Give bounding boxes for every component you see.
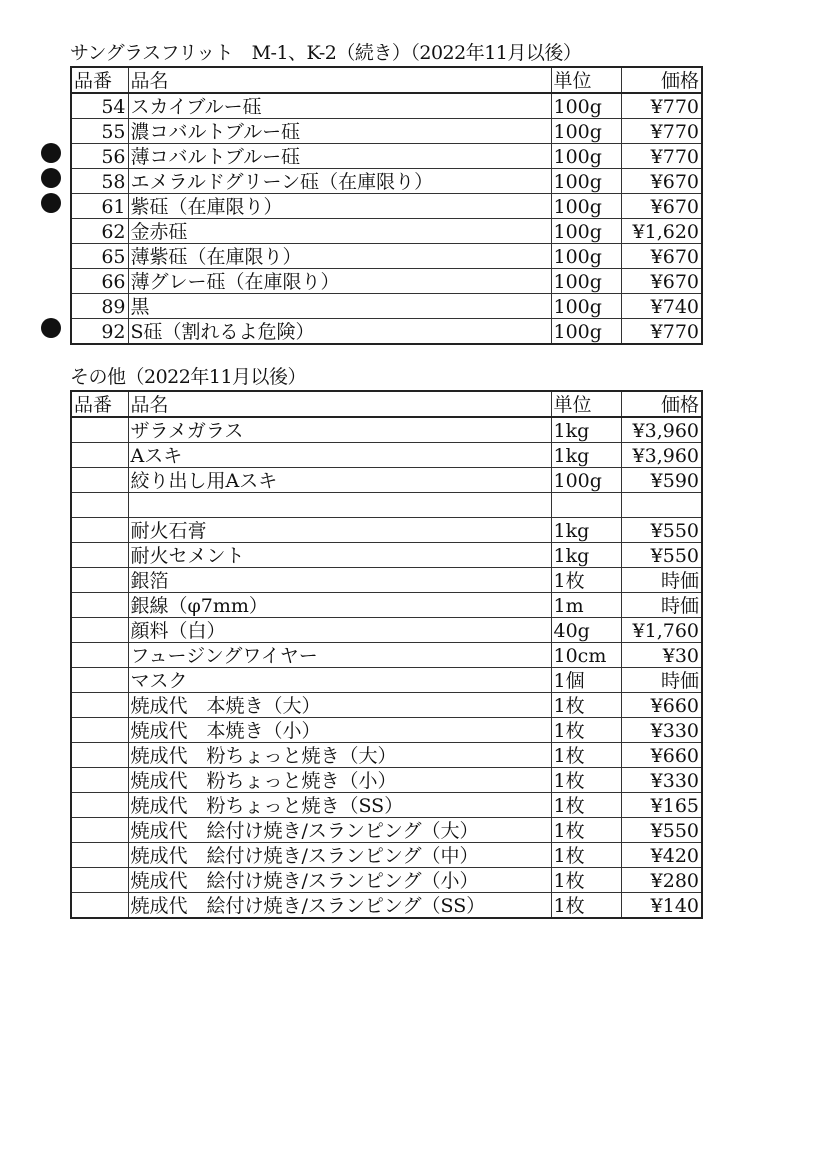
- item-name: 銀線（φ7mm）: [128, 593, 551, 618]
- item-price: ¥140: [621, 893, 702, 919]
- item-code: [71, 543, 128, 568]
- item-code: [71, 417, 128, 443]
- bullet-mark-icon: [41, 318, 61, 338]
- bullet-mark-icon: [41, 168, 61, 188]
- item-name: 耐火石膏: [128, 518, 551, 543]
- item-unit: 1kg: [551, 417, 621, 443]
- item-code: [71, 593, 128, 618]
- item-code: 66: [71, 269, 128, 294]
- item-price: ¥770: [621, 319, 702, 345]
- header-price: 価格: [621, 391, 702, 417]
- table-row: [71, 219, 702, 244]
- item-unit: 1枚: [551, 568, 621, 593]
- item-unit: 100g: [551, 294, 621, 319]
- table-row: [71, 768, 702, 793]
- table-row: [71, 93, 702, 119]
- table-row: [71, 618, 702, 643]
- table-row: [71, 319, 702, 345]
- item-code: [71, 568, 128, 593]
- item-unit: 1kg: [551, 543, 621, 568]
- item-unit: 1枚: [551, 893, 621, 919]
- item-code: [71, 868, 128, 893]
- frit-price-table: [70, 66, 703, 345]
- table-row: [71, 244, 702, 269]
- item-price: ¥420: [621, 843, 702, 868]
- item-name: 薄紫砡（在庫限り）: [128, 244, 551, 269]
- item-name: 絞り出し用Aスキ: [128, 468, 551, 493]
- item-code: 62: [71, 219, 128, 244]
- table-row: [71, 693, 702, 718]
- item-unit: 100g: [551, 468, 621, 493]
- item-name: 薄コバルトブルー砡: [128, 144, 551, 169]
- item-name: エメラルドグリーン砡（在庫限り）: [128, 169, 551, 194]
- item-unit: 1kg: [551, 443, 621, 468]
- item-price: ¥330: [621, 718, 702, 743]
- item-price: ¥770: [621, 119, 702, 144]
- bullet-mark-icon: [41, 143, 61, 163]
- header-unit: 単位: [551, 67, 621, 93]
- item-unit: 1枚: [551, 743, 621, 768]
- item-code: [71, 493, 128, 518]
- table-row: [71, 169, 702, 194]
- other-section-title: その他（2022年11月以後）: [70, 366, 307, 388]
- item-name: [128, 493, 551, 518]
- item-name: Aスキ: [128, 443, 551, 468]
- item-code: 92: [71, 319, 128, 345]
- item-price: 時価: [621, 668, 702, 693]
- item-price: ¥330: [621, 768, 702, 793]
- header-name: 品名: [128, 391, 551, 417]
- item-name: 金赤砡: [128, 219, 551, 244]
- item-name: 焼成代 粉ちょっと焼き（SS）: [128, 793, 551, 818]
- item-code: 65: [71, 244, 128, 269]
- item-price: 時価: [621, 593, 702, 618]
- item-price: ¥660: [621, 743, 702, 768]
- item-name: 黒: [128, 294, 551, 319]
- item-name: 焼成代 本焼き（小）: [128, 718, 551, 743]
- item-price: [621, 493, 702, 518]
- item-name: 焼成代 絵付け焼き/スランピング（小）: [128, 868, 551, 893]
- item-name: 銀箔: [128, 568, 551, 593]
- item-unit: 1枚: [551, 768, 621, 793]
- item-price: ¥165: [621, 793, 702, 818]
- table-row: [71, 718, 702, 743]
- item-code: 89: [71, 294, 128, 319]
- header-code: 品番: [71, 67, 128, 93]
- table-row: [71, 417, 702, 443]
- item-price: ¥30: [621, 643, 702, 668]
- item-code: 58: [71, 169, 128, 194]
- item-price: ¥740: [621, 294, 702, 319]
- item-name: ザラメガラス: [128, 417, 551, 443]
- item-price: ¥3,960: [621, 443, 702, 468]
- table-row: [71, 893, 702, 919]
- table-header-row: [71, 67, 702, 93]
- bullet-mark-icon: [41, 193, 61, 213]
- item-name: 焼成代 本焼き（大）: [128, 693, 551, 718]
- table-row: [71, 843, 702, 868]
- item-unit: 100g: [551, 119, 621, 144]
- item-code: [71, 518, 128, 543]
- item-unit: 100g: [551, 169, 621, 194]
- header-code: 品番: [71, 391, 128, 417]
- item-code: [71, 468, 128, 493]
- item-unit: 1kg: [551, 518, 621, 543]
- item-name: 焼成代 絵付け焼き/スランピング（中）: [128, 843, 551, 868]
- table-row: [71, 668, 702, 693]
- item-unit: 1枚: [551, 693, 621, 718]
- item-name: 焼成代 絵付け焼き/スランピング（大）: [128, 818, 551, 843]
- item-unit: 1枚: [551, 818, 621, 843]
- item-name: 焼成代 絵付け焼き/スランピング（SS）: [128, 893, 551, 919]
- item-price: ¥550: [621, 543, 702, 568]
- header-unit: 単位: [551, 391, 621, 417]
- item-code: [71, 693, 128, 718]
- item-code: 55: [71, 119, 128, 144]
- item-code: [71, 843, 128, 868]
- item-price: ¥670: [621, 269, 702, 294]
- item-name: スカイブルー砡: [128, 93, 551, 119]
- item-name: マスク: [128, 668, 551, 693]
- table-row: [71, 194, 702, 219]
- item-code: [71, 793, 128, 818]
- table-row: [71, 743, 702, 768]
- table-row: [71, 518, 702, 543]
- item-unit: [551, 493, 621, 518]
- item-name: 顔料（白）: [128, 618, 551, 643]
- item-price: ¥1,620: [621, 219, 702, 244]
- item-price: ¥670: [621, 169, 702, 194]
- item-unit: 100g: [551, 244, 621, 269]
- item-unit: 100g: [551, 144, 621, 169]
- other-section: [70, 364, 701, 919]
- header-price: 価格: [621, 67, 702, 93]
- table-header-row: [71, 391, 702, 417]
- table-row: [71, 593, 702, 618]
- item-unit: 1枚: [551, 868, 621, 893]
- table-row: [71, 868, 702, 893]
- item-unit: 100g: [551, 319, 621, 345]
- table-row: [71, 144, 702, 169]
- header-name: 品名: [128, 67, 551, 93]
- other-price-table: [70, 390, 703, 919]
- table-row: [71, 543, 702, 568]
- table-row: [71, 568, 702, 593]
- item-code: [71, 643, 128, 668]
- item-unit: 100g: [551, 219, 621, 244]
- item-code: [71, 893, 128, 919]
- item-unit: 10cm: [551, 643, 621, 668]
- item-name: 紫砡（在庫限り）: [128, 194, 551, 219]
- table-row: [71, 269, 702, 294]
- item-code: [71, 443, 128, 468]
- item-code: [71, 818, 128, 843]
- table-row: [71, 793, 702, 818]
- item-price: ¥550: [621, 818, 702, 843]
- item-code: [71, 718, 128, 743]
- item-code: 56: [71, 144, 128, 169]
- item-name: 焼成代 粉ちょっと焼き（大）: [128, 743, 551, 768]
- item-unit: 1枚: [551, 843, 621, 868]
- table-row: [71, 818, 702, 843]
- item-unit: 1枚: [551, 718, 621, 743]
- item-code: [71, 743, 128, 768]
- item-price: ¥280: [621, 868, 702, 893]
- item-price: ¥3,960: [621, 417, 702, 443]
- frit-section-title: サングラスフリット M-1、K-2（続き）（2022年11月以後）: [70, 42, 582, 64]
- item-code: [71, 668, 128, 693]
- item-price: ¥770: [621, 93, 702, 119]
- item-unit: 1枚: [551, 793, 621, 818]
- item-code: [71, 618, 128, 643]
- item-name: 焼成代 粉ちょっと焼き（小）: [128, 768, 551, 793]
- item-price: 時価: [621, 568, 702, 593]
- item-unit: 1m: [551, 593, 621, 618]
- item-name: 耐火セメント: [128, 543, 551, 568]
- item-price: ¥670: [621, 194, 702, 219]
- item-unit: 1個: [551, 668, 621, 693]
- item-name: 濃コバルトブルー砡: [128, 119, 551, 144]
- item-unit: 40g: [551, 618, 621, 643]
- item-code: 54: [71, 93, 128, 119]
- item-name: S砡（割れるよ危険）: [128, 319, 551, 345]
- table-row: [71, 294, 702, 319]
- item-code: 61: [71, 194, 128, 219]
- item-name: フュージングワイヤー: [128, 643, 551, 668]
- table-row: [71, 643, 702, 668]
- table-row: [71, 493, 702, 518]
- item-price: ¥1,760: [621, 618, 702, 643]
- table-row: [71, 119, 702, 144]
- item-unit: 100g: [551, 194, 621, 219]
- item-name: 薄グレー砡（在庫限り）: [128, 269, 551, 294]
- item-price: ¥670: [621, 244, 702, 269]
- table-row: [71, 443, 702, 468]
- item-unit: 100g: [551, 93, 621, 119]
- item-price: ¥770: [621, 144, 702, 169]
- item-price: ¥660: [621, 693, 702, 718]
- item-code: [71, 768, 128, 793]
- frit-section: [70, 40, 701, 345]
- item-price: ¥550: [621, 518, 702, 543]
- item-price: ¥590: [621, 468, 702, 493]
- item-unit: 100g: [551, 269, 621, 294]
- table-row: [71, 468, 702, 493]
